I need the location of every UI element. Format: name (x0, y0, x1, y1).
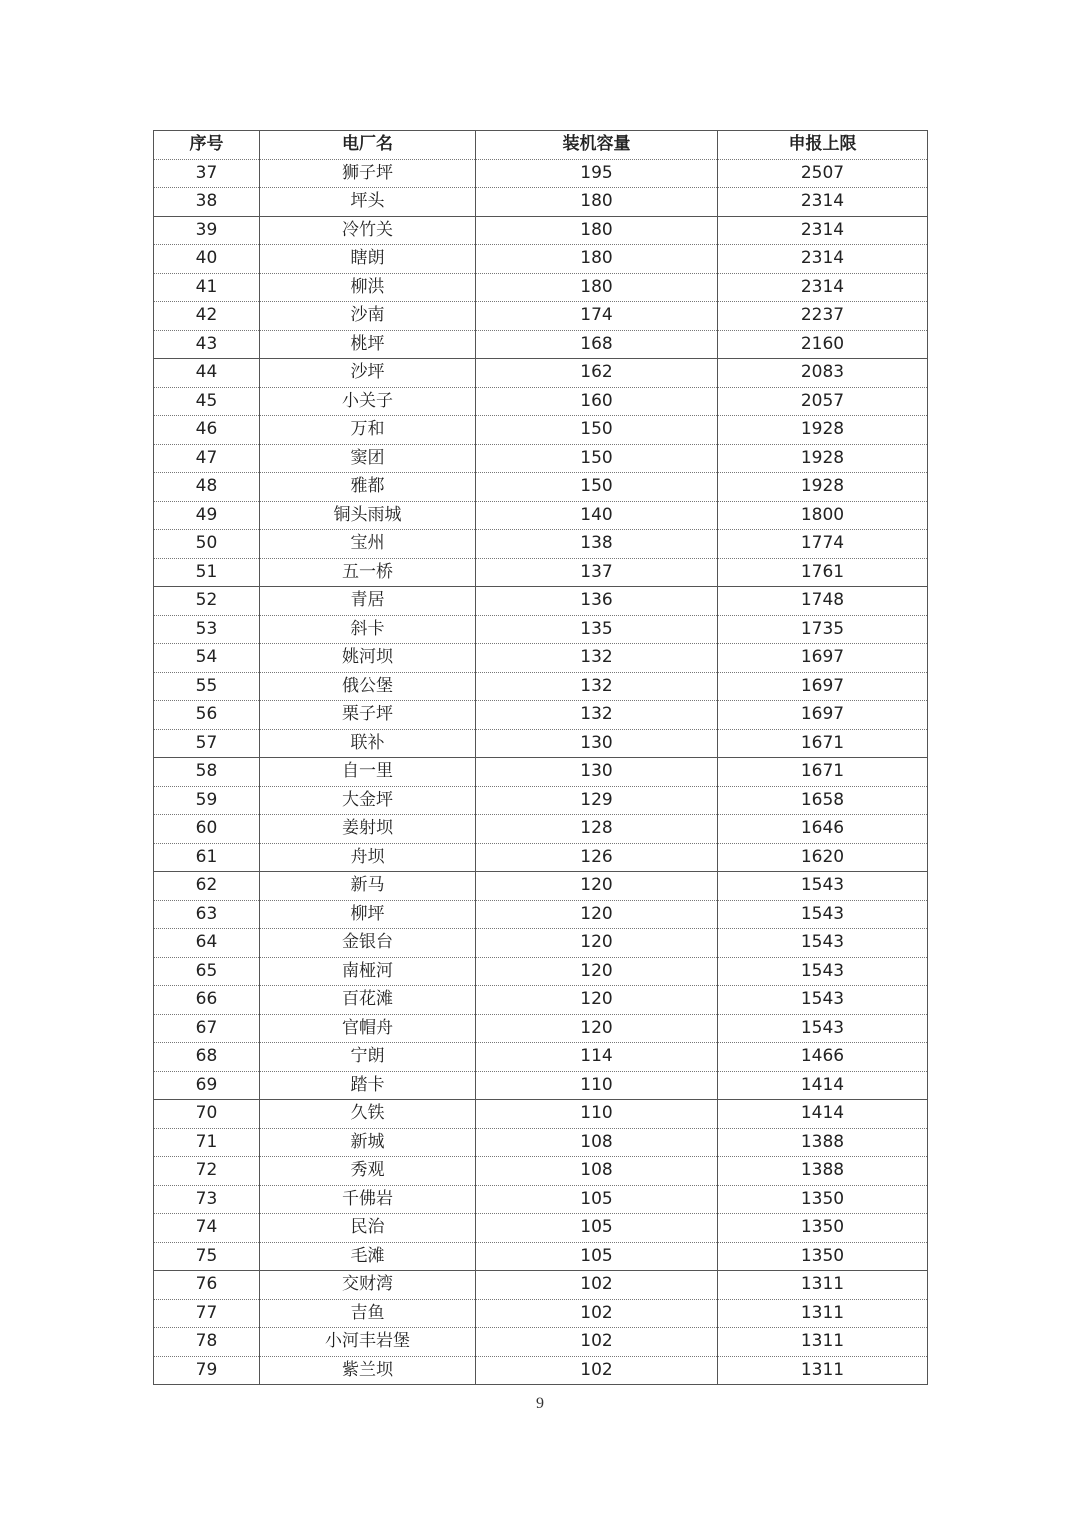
cell-plant-name: 万和 (260, 416, 476, 445)
cell-declared-limit: 2314 (718, 188, 928, 217)
table-row (154, 758, 928, 787)
cell-installed-capacity: 102 (476, 1271, 718, 1300)
cell-installed-capacity: 126 (476, 843, 718, 872)
cell-installed-capacity: 120 (476, 900, 718, 929)
cell-installed-capacity: 180 (476, 216, 718, 245)
cell-serial: 75 (154, 1242, 260, 1271)
table-row (154, 1328, 928, 1357)
cell-serial: 57 (154, 729, 260, 758)
cell-declared-limit: 1774 (718, 530, 928, 559)
plant-table (153, 130, 928, 1385)
cell-plant-name: 久铁 (260, 1100, 476, 1129)
table-row (154, 872, 928, 901)
cell-installed-capacity: 105 (476, 1185, 718, 1214)
table-row (154, 1356, 928, 1385)
cell-plant-name: 五一桥 (260, 558, 476, 587)
table-row (154, 1043, 928, 1072)
cell-serial: 55 (154, 672, 260, 701)
table-row (154, 558, 928, 587)
cell-plant-name: 小关子 (260, 387, 476, 416)
cell-plant-name: 柳洪 (260, 273, 476, 302)
cell-installed-capacity: 105 (476, 1242, 718, 1271)
table-row (154, 302, 928, 331)
cell-installed-capacity: 108 (476, 1128, 718, 1157)
cell-installed-capacity: 160 (476, 387, 718, 416)
cell-declared-limit: 1543 (718, 900, 928, 929)
cell-serial: 70 (154, 1100, 260, 1129)
cell-declared-limit: 2160 (718, 330, 928, 359)
cell-serial: 41 (154, 273, 260, 302)
cell-installed-capacity: 128 (476, 815, 718, 844)
cell-serial: 45 (154, 387, 260, 416)
cell-declared-limit: 1928 (718, 444, 928, 473)
table-row (154, 701, 928, 730)
cell-declared-limit: 1350 (718, 1242, 928, 1271)
cell-declared-limit: 1311 (718, 1271, 928, 1300)
cell-installed-capacity: 130 (476, 729, 718, 758)
cell-installed-capacity: 120 (476, 1014, 718, 1043)
cell-installed-capacity: 120 (476, 957, 718, 986)
table-row (154, 1185, 928, 1214)
cell-plant-name: 自一里 (260, 758, 476, 787)
cell-serial: 46 (154, 416, 260, 445)
cell-declared-limit: 1543 (718, 986, 928, 1015)
table-row (154, 843, 928, 872)
cell-plant-name: 狮子坪 (260, 159, 476, 188)
cell-plant-name: 窦团 (260, 444, 476, 473)
table-row (154, 1242, 928, 1271)
table-row (154, 1128, 928, 1157)
cell-declared-limit: 1697 (718, 644, 928, 673)
cell-serial: 52 (154, 587, 260, 616)
table-row (154, 387, 928, 416)
cell-plant-name: 冷竹关 (260, 216, 476, 245)
cell-plant-name: 青居 (260, 587, 476, 616)
cell-installed-capacity: 138 (476, 530, 718, 559)
table-row (154, 729, 928, 758)
table-row (154, 1214, 928, 1243)
cell-declared-limit: 1928 (718, 473, 928, 502)
cell-plant-name: 斜卡 (260, 615, 476, 644)
table-row (154, 986, 928, 1015)
cell-plant-name: 宁朗 (260, 1043, 476, 1072)
cell-plant-name: 俄公堡 (260, 672, 476, 701)
cell-declared-limit: 1697 (718, 672, 928, 701)
cell-serial: 40 (154, 245, 260, 274)
cell-installed-capacity: 150 (476, 444, 718, 473)
cell-serial: 49 (154, 501, 260, 530)
cell-plant-name: 沙坪 (260, 359, 476, 388)
cell-serial: 62 (154, 872, 260, 901)
table-row (154, 587, 928, 616)
cell-installed-capacity: 135 (476, 615, 718, 644)
cell-serial: 59 (154, 786, 260, 815)
table-row (154, 188, 928, 217)
cell-declared-limit: 1658 (718, 786, 928, 815)
cell-plant-name: 南桠河 (260, 957, 476, 986)
cell-plant-name: 铜头雨城 (260, 501, 476, 530)
cell-installed-capacity: 137 (476, 558, 718, 587)
cell-plant-name: 栗子坪 (260, 701, 476, 730)
cell-installed-capacity: 195 (476, 159, 718, 188)
table-row (154, 929, 928, 958)
cell-plant-name: 新马 (260, 872, 476, 901)
cell-plant-name: 百花滩 (260, 986, 476, 1015)
cell-serial: 48 (154, 473, 260, 502)
cell-installed-capacity: 110 (476, 1100, 718, 1129)
cell-plant-name: 新城 (260, 1128, 476, 1157)
table-row (154, 900, 928, 929)
table-row (154, 786, 928, 815)
table-row (154, 330, 928, 359)
cell-serial: 50 (154, 530, 260, 559)
cell-serial: 58 (154, 758, 260, 787)
header-serial: 序号 (154, 131, 260, 160)
table-row (154, 416, 928, 445)
table-header-row (154, 131, 928, 160)
cell-installed-capacity: 174 (476, 302, 718, 331)
cell-declared-limit: 1800 (718, 501, 928, 530)
table-row (154, 530, 928, 559)
cell-declared-limit: 1928 (718, 416, 928, 445)
cell-plant-name: 官帽舟 (260, 1014, 476, 1043)
cell-declared-limit: 1311 (718, 1328, 928, 1357)
cell-declared-limit: 1761 (718, 558, 928, 587)
cell-declared-limit: 1543 (718, 1014, 928, 1043)
cell-serial: 38 (154, 188, 260, 217)
cell-installed-capacity: 150 (476, 416, 718, 445)
cell-installed-capacity: 108 (476, 1157, 718, 1186)
cell-installed-capacity: 120 (476, 872, 718, 901)
cell-plant-name: 紫兰坝 (260, 1356, 476, 1385)
cell-declared-limit: 2314 (718, 273, 928, 302)
cell-installed-capacity: 180 (476, 245, 718, 274)
cell-installed-capacity: 102 (476, 1356, 718, 1385)
cell-declared-limit: 2057 (718, 387, 928, 416)
cell-declared-limit: 1543 (718, 872, 928, 901)
cell-declared-limit: 1311 (718, 1299, 928, 1328)
cell-serial: 66 (154, 986, 260, 1015)
cell-serial: 51 (154, 558, 260, 587)
table-row (154, 615, 928, 644)
table-row (154, 815, 928, 844)
table-row (154, 159, 928, 188)
table-row (154, 1157, 928, 1186)
header-declared-limit: 申报上限 (718, 131, 928, 160)
table-row (154, 1299, 928, 1328)
cell-plant-name: 小河丰岩堡 (260, 1328, 476, 1357)
cell-declared-limit: 1697 (718, 701, 928, 730)
cell-declared-limit: 1671 (718, 758, 928, 787)
cell-installed-capacity: 150 (476, 473, 718, 502)
cell-declared-limit: 1350 (718, 1185, 928, 1214)
cell-declared-limit: 2237 (718, 302, 928, 331)
page-number: 9 (536, 1395, 544, 1412)
cell-declared-limit: 1620 (718, 843, 928, 872)
cell-declared-limit: 2314 (718, 216, 928, 245)
cell-declared-limit: 1646 (718, 815, 928, 844)
cell-declared-limit: 1388 (718, 1157, 928, 1186)
cell-plant-name: 毛滩 (260, 1242, 476, 1271)
table-row (154, 1271, 928, 1300)
header-installed-capacity: 装机容量 (476, 131, 718, 160)
table-row (154, 672, 928, 701)
cell-installed-capacity: 162 (476, 359, 718, 388)
cell-serial: 61 (154, 843, 260, 872)
cell-plant-name: 舟坝 (260, 843, 476, 872)
cell-plant-name: 瞎朗 (260, 245, 476, 274)
table-row (154, 444, 928, 473)
cell-installed-capacity: 130 (476, 758, 718, 787)
cell-serial: 65 (154, 957, 260, 986)
cell-installed-capacity: 110 (476, 1071, 718, 1100)
cell-installed-capacity: 136 (476, 587, 718, 616)
table-row (154, 501, 928, 530)
cell-serial: 67 (154, 1014, 260, 1043)
table-row (154, 359, 928, 388)
cell-serial: 68 (154, 1043, 260, 1072)
cell-serial: 71 (154, 1128, 260, 1157)
cell-serial: 76 (154, 1271, 260, 1300)
cell-installed-capacity: 102 (476, 1299, 718, 1328)
cell-plant-name: 金银台 (260, 929, 476, 958)
cell-installed-capacity: 102 (476, 1328, 718, 1357)
cell-declared-limit: 2507 (718, 159, 928, 188)
cell-installed-capacity: 132 (476, 644, 718, 673)
cell-plant-name: 千佛岩 (260, 1185, 476, 1214)
cell-installed-capacity: 114 (476, 1043, 718, 1072)
cell-declared-limit: 2314 (718, 245, 928, 274)
cell-serial: 69 (154, 1071, 260, 1100)
cell-plant-name: 姚河坝 (260, 644, 476, 673)
cell-plant-name: 雅都 (260, 473, 476, 502)
cell-plant-name: 交财湾 (260, 1271, 476, 1300)
cell-installed-capacity: 105 (476, 1214, 718, 1243)
cell-serial: 37 (154, 159, 260, 188)
cell-installed-capacity: 140 (476, 501, 718, 530)
cell-declared-limit: 1748 (718, 587, 928, 616)
cell-plant-name: 民治 (260, 1214, 476, 1243)
cell-serial: 39 (154, 216, 260, 245)
cell-serial: 79 (154, 1356, 260, 1385)
cell-plant-name: 吉鱼 (260, 1299, 476, 1328)
table-row (154, 957, 928, 986)
cell-serial: 63 (154, 900, 260, 929)
cell-declared-limit: 2083 (718, 359, 928, 388)
cell-serial: 78 (154, 1328, 260, 1357)
cell-installed-capacity: 132 (476, 672, 718, 701)
cell-serial: 53 (154, 615, 260, 644)
cell-plant-name: 坪头 (260, 188, 476, 217)
table-row (154, 216, 928, 245)
cell-declared-limit: 1350 (718, 1214, 928, 1243)
cell-plant-name: 宝州 (260, 530, 476, 559)
cell-plant-name: 秀观 (260, 1157, 476, 1186)
cell-installed-capacity: 129 (476, 786, 718, 815)
table-row (154, 1071, 928, 1100)
table-row (154, 644, 928, 673)
cell-serial: 44 (154, 359, 260, 388)
cell-declared-limit: 1466 (718, 1043, 928, 1072)
cell-serial: 77 (154, 1299, 260, 1328)
cell-declared-limit: 1414 (718, 1100, 928, 1129)
table-row (154, 473, 928, 502)
table-row (154, 1100, 928, 1129)
cell-installed-capacity: 180 (476, 188, 718, 217)
cell-serial: 42 (154, 302, 260, 331)
cell-serial: 47 (154, 444, 260, 473)
table-body (154, 159, 928, 1385)
cell-declared-limit: 1414 (718, 1071, 928, 1100)
table-row (154, 1014, 928, 1043)
cell-serial: 72 (154, 1157, 260, 1186)
cell-declared-limit: 1543 (718, 957, 928, 986)
cell-serial: 74 (154, 1214, 260, 1243)
cell-plant-name: 桃坪 (260, 330, 476, 359)
cell-installed-capacity: 120 (476, 929, 718, 958)
cell-plant-name: 踏卡 (260, 1071, 476, 1100)
cell-installed-capacity: 168 (476, 330, 718, 359)
cell-serial: 56 (154, 701, 260, 730)
cell-plant-name: 联补 (260, 729, 476, 758)
plant-table-container (153, 130, 927, 1385)
cell-declared-limit: 1543 (718, 929, 928, 958)
table-row (154, 273, 928, 302)
header-plant-name: 电厂名 (260, 131, 476, 160)
table-row (154, 245, 928, 274)
cell-installed-capacity: 120 (476, 986, 718, 1015)
cell-serial: 60 (154, 815, 260, 844)
cell-serial: 64 (154, 929, 260, 958)
cell-plant-name: 柳坪 (260, 900, 476, 929)
cell-plant-name: 沙南 (260, 302, 476, 331)
cell-serial: 54 (154, 644, 260, 673)
cell-plant-name: 大金坪 (260, 786, 476, 815)
cell-declared-limit: 1311 (718, 1356, 928, 1385)
cell-installed-capacity: 180 (476, 273, 718, 302)
cell-declared-limit: 1671 (718, 729, 928, 758)
cell-plant-name: 姜射坝 (260, 815, 476, 844)
cell-declared-limit: 1388 (718, 1128, 928, 1157)
cell-installed-capacity: 132 (476, 701, 718, 730)
cell-declared-limit: 1735 (718, 615, 928, 644)
cell-serial: 43 (154, 330, 260, 359)
cell-serial: 73 (154, 1185, 260, 1214)
